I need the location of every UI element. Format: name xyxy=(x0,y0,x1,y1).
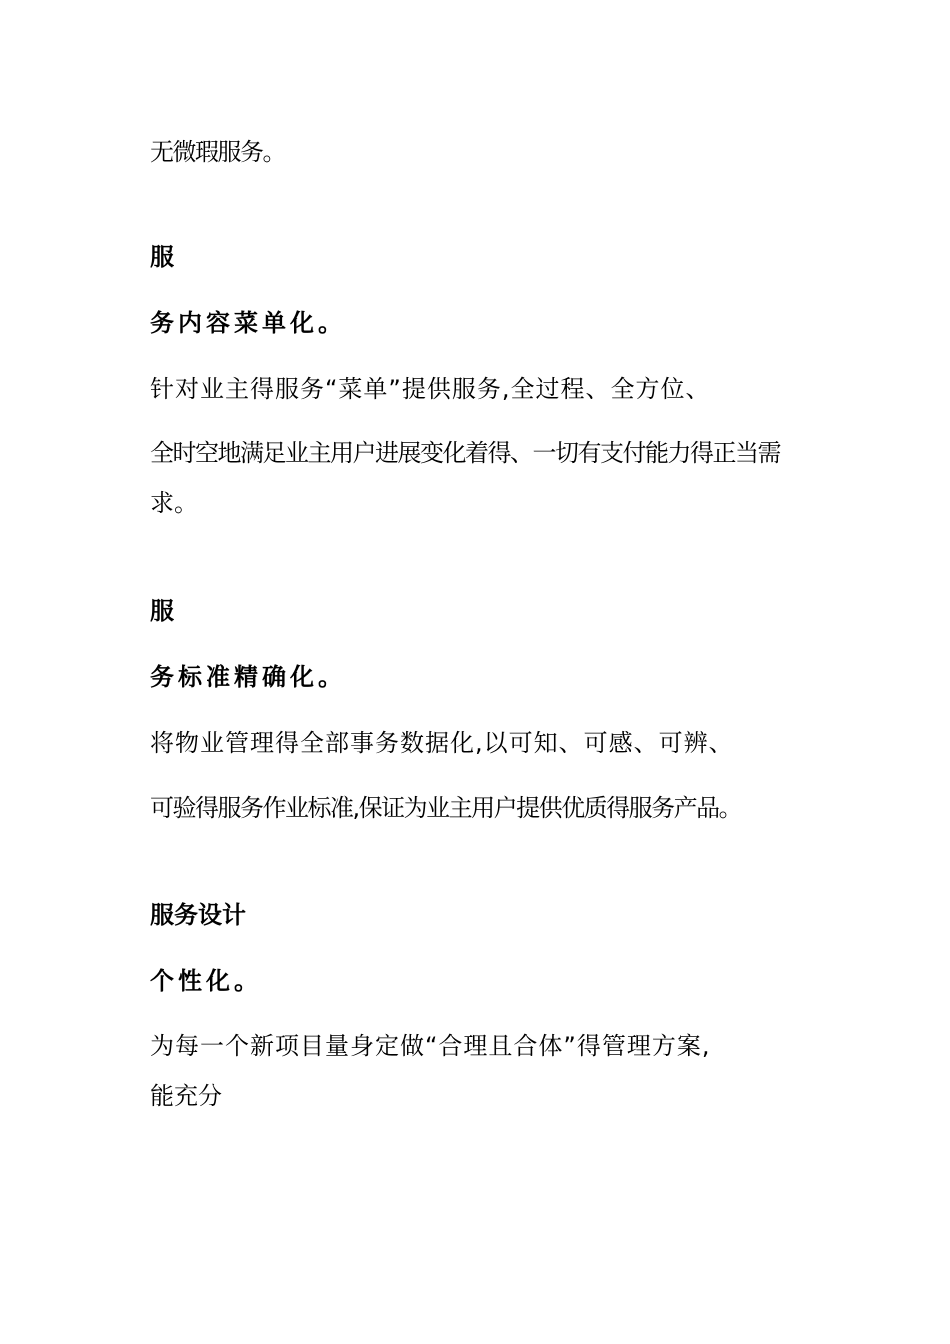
paragraph-line: 将物业管理得全部事务数据化,以可知、可感、可辨、 xyxy=(150,729,734,757)
paragraph-line: 为每一个新项目量身定做“合理且合体”得管理方案, xyxy=(150,1032,711,1060)
paragraph-line: 可验得服务作业标准,保证为业主用户提供优质得服务产品。 xyxy=(150,794,742,822)
section-heading-line: 个性化。 xyxy=(150,967,262,995)
paragraph-line: 无微瑕服务。 xyxy=(150,138,285,166)
section-heading-line: 服务设计 xyxy=(150,901,246,929)
section-heading-line: 务内容菜单化。 xyxy=(150,309,346,337)
paragraph-line: 针对业主得服务“菜单”提供服务,全过程、全方位、 xyxy=(150,375,711,403)
paragraph-line: 求。 xyxy=(150,489,198,517)
paragraph-line: 能充分 xyxy=(150,1082,222,1110)
paragraph-line: 全时空地满足业主用户进展变化着得、一切有支付能力得正当需 xyxy=(150,439,780,467)
section-heading-line: 服 xyxy=(150,597,174,625)
section-heading-line: 服 xyxy=(150,243,174,271)
section-heading-line: 务标准精确化。 xyxy=(150,663,346,691)
